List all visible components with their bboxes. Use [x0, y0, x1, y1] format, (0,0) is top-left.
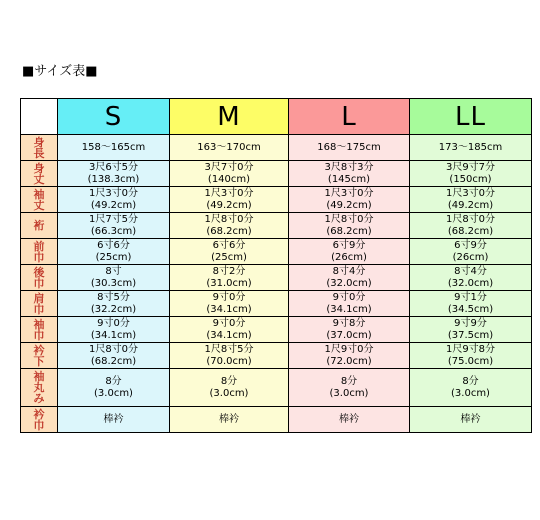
size-header-l: L [289, 99, 410, 135]
measure-shaku: 1尺8寸0分 [88, 343, 139, 355]
size-cell-l [289, 265, 410, 291]
measure-shaku: 3尺6寸5分 [88, 161, 139, 173]
page-title: ■サイズ表■ [22, 64, 98, 79]
header-row [21, 99, 532, 135]
size-cell-ll [410, 239, 532, 265]
measure-cm: (150cm) [449, 173, 492, 185]
measure-shaku: 棒衿 [103, 413, 124, 425]
measure-shaku: 6寸6分 [212, 239, 246, 251]
measure-cm: (49.2cm) [447, 199, 494, 211]
table-row [21, 369, 532, 407]
measure-shaku: 1尺8寸5分 [204, 343, 254, 355]
size-cell-ll [410, 213, 532, 239]
measure-shaku: 9寸8分 [332, 317, 366, 329]
size-table-body [21, 99, 532, 433]
measure-cm: (66.3cm) [90, 225, 137, 237]
size-cell-l [289, 213, 410, 239]
size-cell-m [170, 291, 289, 317]
row-label-char: 巾 [33, 276, 45, 290]
size-cell-s [58, 239, 170, 265]
size-cell-ll [410, 407, 532, 433]
row-label-char: 巾 [33, 250, 45, 264]
row-label-char: 袖 [33, 187, 45, 201]
measure-cm: (72.0cm) [326, 355, 372, 367]
row-label-char: 後 [33, 265, 45, 279]
row-label [21, 407, 58, 433]
row-label [21, 213, 58, 239]
measure-shaku: 1尺9寸0分 [324, 343, 374, 355]
table-row [21, 135, 532, 161]
measure-cm: (26cm) [331, 251, 367, 263]
measure-cm: (3.0cm) [94, 387, 133, 399]
row-label [21, 343, 58, 369]
size-cell-l [289, 343, 410, 369]
row-label-char: 裄 [33, 219, 45, 232]
row-label [21, 187, 58, 213]
table-row [21, 317, 532, 343]
measure-cm: (34.1cm) [206, 303, 252, 315]
measure-cm: (30.3cm) [90, 277, 137, 289]
measure-cm: (68.2cm) [90, 355, 137, 367]
measure-shaku: 8寸2分 [212, 265, 246, 277]
measure-shaku: 棒衿 [339, 413, 359, 425]
measure-shaku: 1尺8寸0分 [445, 213, 496, 225]
size-cell-m [170, 317, 289, 343]
measure-cm: (26cm) [452, 251, 489, 263]
size-cell-l [289, 161, 410, 187]
size-header-m: M [170, 99, 289, 135]
measure-shaku: 1尺3寸0分 [445, 187, 496, 199]
size-cell-ll [410, 317, 532, 343]
measure-shaku: 168～175cm [317, 141, 381, 153]
measure-shaku: 棒衿 [460, 413, 481, 425]
measure-shaku: 8分 [220, 375, 238, 387]
row-label [21, 265, 58, 291]
row-label [21, 161, 58, 187]
measure-shaku: 3尺8寸3分 [324, 161, 374, 173]
corner-cell [21, 99, 58, 135]
size-cell-s [58, 369, 170, 407]
row-label-char: 衿 [33, 407, 45, 421]
measure-shaku: 9寸0分 [97, 317, 130, 329]
size-cell-m [170, 187, 289, 213]
measure-shaku: 1尺7寸5分 [88, 213, 139, 225]
size-cell-s [58, 317, 170, 343]
size-cell-l [289, 407, 410, 433]
measure-cm: (34.1cm) [90, 329, 137, 341]
table-row [21, 407, 532, 433]
size-cell-s [58, 187, 170, 213]
size-cell-s [58, 135, 170, 161]
table-row [21, 291, 532, 317]
measure-cm: (68.2cm) [447, 225, 494, 237]
measure-shaku: 163～170cm [197, 141, 261, 153]
measure-shaku: 173～185cm [438, 141, 503, 153]
measure-cm: (32.0cm) [326, 277, 372, 289]
measure-shaku: 1尺3寸0分 [324, 187, 374, 199]
measure-shaku: 9寸0分 [332, 291, 366, 303]
measure-shaku: 6寸9分 [454, 239, 487, 251]
row-label-char: 前 [33, 239, 45, 253]
size-cell-m [170, 265, 289, 291]
measure-cm: (138.3cm) [87, 173, 140, 185]
row-label-char: 下 [33, 354, 45, 368]
table-row [21, 187, 532, 213]
row-label-char: 身 [33, 135, 45, 149]
measure-cm: (32.0cm) [447, 277, 494, 289]
measure-shaku: 8寸4分 [454, 265, 487, 277]
size-cell-l [289, 317, 410, 343]
row-label [21, 317, 58, 343]
size-cell-ll [410, 369, 532, 407]
size-cell-s [58, 343, 170, 369]
measure-shaku: 1尺8寸0分 [324, 213, 374, 225]
row-label [21, 239, 58, 265]
size-header-ll: LL [410, 99, 532, 135]
size-cell-ll [410, 343, 532, 369]
measure-shaku: 8分 [105, 375, 122, 387]
table-row [21, 265, 532, 291]
row-label-char: 丈 [33, 198, 45, 212]
measure-shaku: 9寸0分 [212, 317, 246, 329]
table-row [21, 343, 532, 369]
measure-cm: (49.2cm) [90, 199, 137, 211]
row-label [21, 369, 58, 407]
row-label-char: 巾 [33, 302, 45, 316]
row-label-char: 丸 [33, 381, 45, 394]
size-cell-s [58, 407, 170, 433]
measure-cm: (34.5cm) [447, 303, 494, 315]
size-cell-m [170, 343, 289, 369]
size-cell-m [170, 161, 289, 187]
size-header-s: S [58, 99, 170, 135]
measure-shaku: 8寸 [105, 265, 122, 277]
measure-cm: (49.2cm) [326, 199, 372, 211]
row-label-char: 袖 [33, 317, 45, 331]
measure-cm: (25cm) [211, 251, 247, 263]
measure-cm: (68.2cm) [326, 225, 372, 237]
measure-shaku: 8寸4分 [332, 265, 366, 277]
measure-cm: (3.0cm) [451, 387, 490, 399]
size-cell-l [289, 239, 410, 265]
measure-shaku: 3尺7寸0分 [204, 161, 254, 173]
measure-shaku: 8分 [340, 375, 358, 387]
size-cell-s [58, 291, 170, 317]
row-label-char: 身 [33, 161, 45, 175]
measure-shaku: 8寸5分 [97, 291, 130, 303]
size-cell-s [58, 213, 170, 239]
size-cell-l [289, 187, 410, 213]
table-row [21, 213, 532, 239]
measure-cm: (25cm) [95, 251, 132, 263]
measure-shaku: 6寸9分 [332, 239, 366, 251]
measure-cm: (37.5cm) [447, 329, 494, 341]
measure-cm: (3.0cm) [329, 387, 369, 399]
size-cell-l [289, 369, 410, 407]
measure-shaku: 6寸6分 [97, 239, 130, 251]
size-cell-ll [410, 265, 532, 291]
measure-cm: (70.0cm) [206, 355, 252, 367]
row-label-char: 袖 [33, 370, 45, 383]
measure-cm: (31.0cm) [206, 277, 252, 289]
size-cell-ll [410, 291, 532, 317]
measure-shaku: 1尺9寸8分 [445, 343, 496, 355]
measure-shaku: 1尺8寸0分 [204, 213, 254, 225]
row-label-char: 衿 [33, 343, 45, 357]
row-label [21, 135, 58, 161]
table-row [21, 239, 532, 265]
table-row [21, 161, 532, 187]
row-label-char: 丈 [33, 172, 45, 186]
size-cell-ll [410, 161, 532, 187]
row-label-char: 巾 [33, 328, 45, 342]
measure-shaku: 3尺9寸7分 [445, 161, 496, 173]
measure-cm: (34.1cm) [326, 303, 372, 315]
row-label-char: 肩 [33, 291, 45, 305]
measure-shaku: 158～165cm [81, 141, 146, 153]
size-cell-m [170, 407, 289, 433]
size-cell-l [289, 291, 410, 317]
size-cell-l [289, 135, 410, 161]
size-cell-m [170, 239, 289, 265]
row-label-char: み [33, 392, 45, 405]
measure-cm: (145cm) [327, 173, 371, 185]
measure-shaku: 棒衿 [219, 413, 239, 425]
size-table [20, 98, 532, 433]
measure-cm: (49.2cm) [206, 199, 252, 211]
measure-shaku: 1尺3寸0分 [204, 187, 254, 199]
size-cell-s [58, 265, 170, 291]
measure-cm: (37.0cm) [326, 329, 372, 341]
measure-shaku: 9寸0分 [212, 291, 246, 303]
measure-cm: (68.2cm) [206, 225, 252, 237]
size-cell-m [170, 369, 289, 407]
measure-shaku: 9寸9分 [454, 317, 487, 329]
size-cell-m [170, 213, 289, 239]
row-label [21, 291, 58, 317]
row-label-char: 長 [33, 146, 45, 160]
measure-shaku: 1尺3寸0分 [88, 187, 139, 199]
measure-cm: (140cm) [207, 173, 251, 185]
measure-cm: (34.1cm) [206, 329, 252, 341]
measure-shaku: 8分 [462, 375, 479, 387]
size-cell-ll [410, 135, 532, 161]
row-label-char: 巾 [33, 418, 45, 432]
measure-cm: (32.2cm) [90, 303, 137, 315]
size-cell-s [58, 161, 170, 187]
size-cell-ll [410, 187, 532, 213]
measure-cm: (75.0cm) [447, 355, 494, 367]
measure-shaku: 9寸1分 [454, 291, 487, 303]
size-cell-m [170, 135, 289, 161]
measure-cm: (3.0cm) [209, 387, 249, 399]
